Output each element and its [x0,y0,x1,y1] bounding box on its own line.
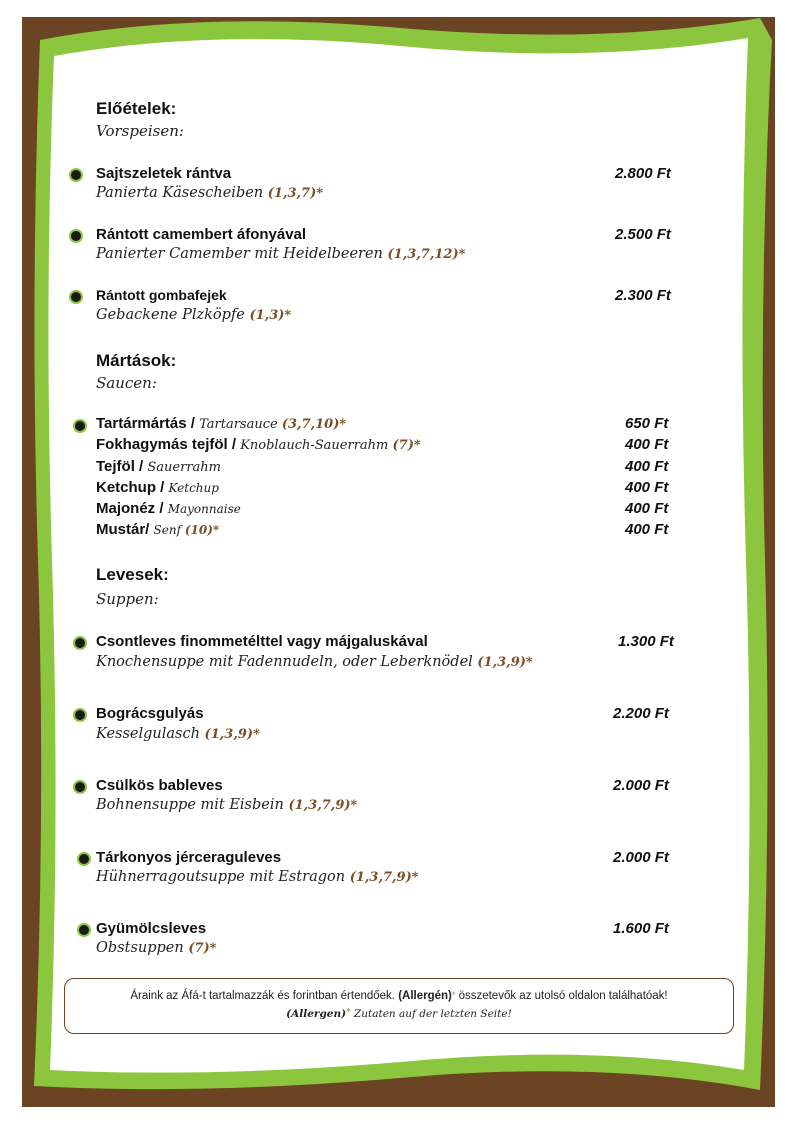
item-price: 2.300 Ft [615,287,671,304]
sauce-line: Tejföl / Sauerrahm [96,458,221,475]
item-de: Panierter Camember mit Heidelbeeren (1,3,7,12)* [96,246,466,262]
item-price: 400 Ft [625,521,669,538]
section-title-soups: Levesek: [96,565,169,584]
item-de: Gebackene Plzköpfe (1,3)* [96,307,292,323]
allergen-codes: (1,3,7)* [267,186,324,201]
item-hu: Gyümölcsleves [96,920,207,937]
allergen-codes: (3,7,10)* [281,417,347,432]
item-price: 1.600 Ft [613,920,669,937]
allergen-codes: (1,3,7,12)* [387,247,466,262]
bullet-icon [73,708,87,722]
item-hu: Csülkös bableves [96,777,223,794]
section-subtitle-starters: Vorspeisen: [96,122,184,140]
item-de: Kesselgulasch (1,3,9)* [96,726,260,742]
bullet-icon [73,419,87,433]
allergen-codes: (1,3,9)* [477,655,533,670]
bullet-icon [77,923,91,937]
bullet-icon [69,229,83,243]
item-de: Hühnerragoutsuppe mit Estragon (1,3,7,9)* [96,869,419,885]
bullet-icon [69,290,83,304]
bullet-icon [69,168,83,182]
item-de: Knochensuppe mit Fadennudeln, oder Leberknödel (1,3,9)* [96,654,533,670]
allergen-codes: (1,3,7,9)* [349,870,419,885]
allergen-codes: (1,3,9)* [204,727,260,742]
section-title-sauces: Mártások: [96,351,177,370]
item-hu: Tárkonyos jérceraguleves [96,849,282,866]
section-subtitle-soups: Suppen: [96,590,159,608]
item-de: Bohnensuppe mit Eisbein (1,3,7,9)* [96,797,358,813]
item-hu: Rántott gombafejek [96,287,227,303]
bullet-icon [77,852,91,866]
sauce-line: Mustár/ Senf (10)* [96,521,220,538]
item-price: 2.000 Ft [613,777,669,794]
item-hu: Sajtszeletek rántva [96,165,232,182]
allergen-codes: (7)* [392,438,421,453]
item-price: 650 Ft [625,415,669,432]
allergen-codes: (7)* [188,941,217,956]
bullet-icon [73,636,87,650]
item-price: 2.500 Ft [615,226,671,243]
allergen-codes: (1,3,7,9)* [288,798,358,813]
item-price: 2.000 Ft [613,849,669,866]
item-price: 400 Ft [625,458,669,475]
item-price: 400 Ft [625,436,669,453]
item-de: Panierta Käsescheiben (1,3,7)* [96,185,324,201]
allergen-notice-box [64,978,734,1034]
item-hu: Bográcsgulyás [96,705,204,722]
section-subtitle-sauces: Saucen: [96,374,157,392]
item-price: 400 Ft [625,500,669,517]
item-price: 1.300 Ft [618,633,674,650]
item-price: 2.800 Ft [615,165,671,182]
allergen-codes: (1,3)* [249,308,292,323]
item-price: 400 Ft [625,479,669,496]
sauce-line: Majonéz / Mayonnaise [96,500,241,517]
item-price: 2.200 Ft [613,705,669,722]
item-de: Obstsuppen (7)* [96,940,217,956]
section-title-starters: Előételek: [96,99,177,118]
sauce-line: Ketchup / Ketchup [96,479,219,496]
sauce-line: Tartármártás / Tartarsauce (3,7,10)* [96,415,347,432]
item-hu: Rántott camembert áfonyával [96,226,307,243]
sauce-line: Fokhagymás tejföl / Knoblauch-Sauerrahm (7)* [96,436,421,453]
allergen-codes: (10)* [184,523,220,537]
notice-line-de: (Allergen)* Zutaten auf der letzten Seite! [286,1008,512,1020]
item-hu: Csontleves finommetélttel vagy májgaluskával [96,633,428,650]
notice-line-hu: Áraink az Áfá-t tartalmazzák és forintban értendőek. (Allergén)* összetevők az utolsó oldalon találhatóak! [130,990,668,1002]
bullet-icon [73,780,87,794]
